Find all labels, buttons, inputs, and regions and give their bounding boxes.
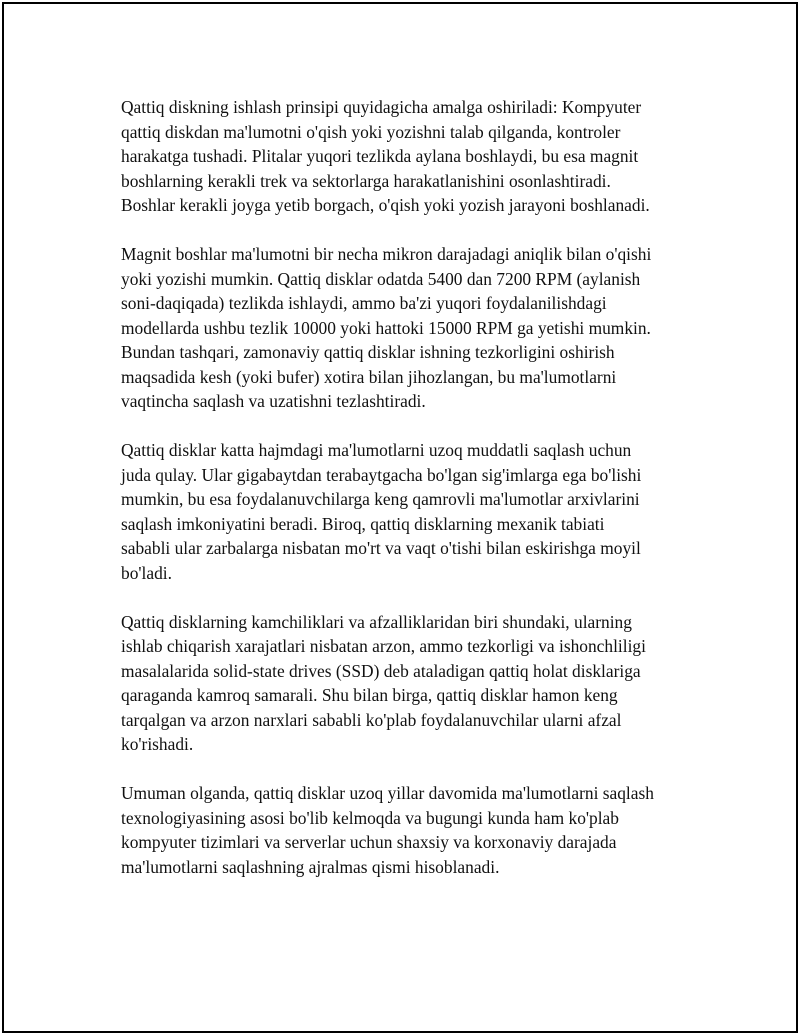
text-line: yoki yozishi mumkin. Qattiq disklar odatda 5400 dan 7200 RPM (aylanish	[121, 268, 641, 289]
paragraph-4	[121, 610, 696, 757]
paragraph-1	[121, 95, 696, 218]
paragraph-2	[121, 242, 696, 414]
page-frame	[2, 2, 798, 1033]
text-line: qattiq diskdan ma'lumotni o'qish yoki yozishni talab qilganda, kontroler	[121, 121, 621, 142]
text-line: Umuman olganda, qattiq disklar uzoq yillar davomida ma'lumotlarni saqlash	[121, 783, 654, 803]
text-line: Magnit boshlar ma'lumotni bir necha mikron darajadagi aniqlik bilan o'qishi	[121, 244, 652, 264]
text-line: sababli ular zarbalarga nisbatan mo'rt va vaqt o'tishi bilan eskirishga moyil	[121, 538, 641, 558]
text-line: modellarda ushbu tezlik 10000 yoki hattoki 15000 RPM ga yetishi mumkin.	[121, 317, 651, 338]
text-line: texnologiyasining asosi bo'lib kelmoqda va bugungi kunda ham ko'plab	[121, 807, 619, 828]
text-line: maqsadida kesh (yoki bufer) xotira bilan jihozlangan, bu ma'lumotlarni	[121, 366, 617, 387]
text-line: juda qulay. Ular gigabaytdan terabaytgacha bo'lgan sig'imlarga ega bo'lishi	[121, 464, 642, 485]
text-line: ishlab chiqarish xarajatlari nisbatan arzon, ammo tezkorligi va ishonchliligi	[121, 636, 646, 656]
paragraph-3	[121, 438, 696, 585]
text-line: ko'rishadi.	[121, 734, 194, 754]
text-line: ma'lumotlarni saqlashning ajralmas qismi hisoblanadi.	[121, 856, 500, 877]
text-line: tarqalgan va arzon narxlari sababli ko'plab foydalanuvchilar ularni afzal	[121, 709, 622, 730]
text-line: qaraganda kamroq samarali. Shu bilan birga, qattiq disklar hamon keng	[121, 685, 618, 705]
text-line: kompyuter tizimlari va serverlar uchun shaxsiy va korxonaviy darajada	[121, 832, 617, 852]
text-line: soni-daqiqada) tezlikda ishlaydi, ammo ba'zi yuqori foydalanilishdagi	[121, 293, 607, 313]
text-line: vaqtincha saqlash va uzatishni tezlashtiradi.	[121, 391, 426, 411]
text-line: boshlarning kerakli trek va sektorlarga harakatlanishini osonlashtiradi.	[121, 170, 611, 191]
text-line: bo'ladi.	[121, 562, 172, 583]
text-line: mumkin, bu esa foydalanuvchilarga keng qamrovli ma'lumotlar arxivlarini	[121, 489, 640, 509]
document-body	[121, 95, 696, 879]
text-line: Bundan tashqari, zamonaviy qattiq disklar ishning tezkorligini oshirish	[121, 342, 615, 362]
text-line: masalalarida solid-state drives (SSD) deb ataladigan qattiq holat disklariga	[121, 660, 641, 681]
text-line: Qattiq diskning ishlash prinsipi quyidagicha amalga oshiriladi: Kompyuter	[121, 97, 642, 117]
text-line: saqlash imkoniyatini beradi. Biroq, qattiq disklarning mexanik tabiati	[121, 513, 605, 534]
text-line: Qattiq disklarning kamchiliklari va afzalliklaridan biri shundaki, ularning	[121, 611, 632, 632]
text-line: Boshlar kerakli joyga yetib borgach, o'qish yoki yozish jarayoni boshlanadi.	[121, 195, 650, 215]
paragraph-5	[121, 781, 696, 879]
text-line: harakatga tushadi. Plitalar yuqori tezlikda aylana boshlaydi, bu esa magnit	[121, 146, 639, 166]
text-line: Qattiq disklar katta hajmdagi ma'lumotlarni uzoq muddatli saqlash uchun	[121, 440, 632, 460]
